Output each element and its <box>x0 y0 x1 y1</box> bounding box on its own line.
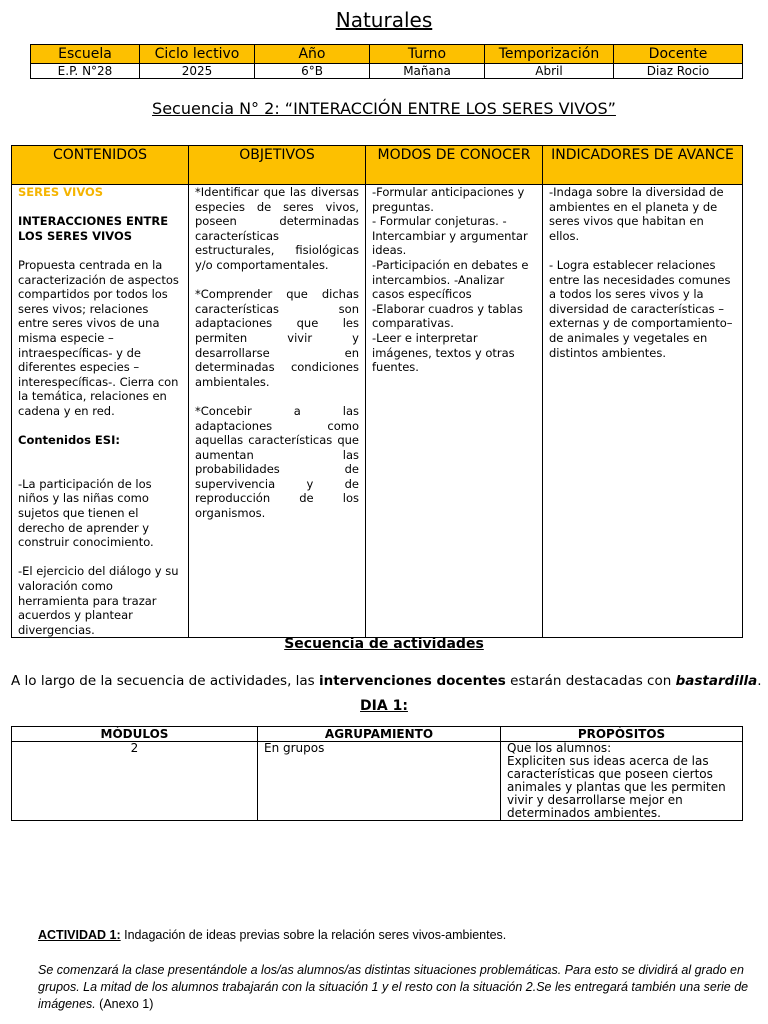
day-title: DIA 1: <box>360 698 408 714</box>
objetivos-cell <box>189 185 366 638</box>
sequence-title: Secuencia N° 2: “INTERACCIÓN ENTRE LOS SERES VIVOS” <box>152 99 616 118</box>
header-modos: MODOS DE CONOCER <box>366 146 543 185</box>
contenidos-esi-2: -El ejercicio del diálogo y su valoración como herramienta para trazar acuerdos y plantear divergencias. <box>18 564 179 637</box>
activity-label: ACTIVIDAD 1: <box>38 928 121 942</box>
intro-text <box>11 673 762 689</box>
propositos-cell <box>501 742 743 821</box>
info-header-turno: Turno <box>370 45 485 64</box>
header-objetivos: OBJETIVOS <box>189 146 366 185</box>
info-value-escuela: E.P. N°28 <box>31 64 140 79</box>
info-value-docente: Diaz Rocio <box>614 64 743 79</box>
page-title: Naturales <box>335 8 433 32</box>
intro-part2: estarán destacadas con <box>505 673 676 689</box>
agrupamiento-value: En grupos <box>258 742 501 821</box>
info-header-row <box>31 45 743 64</box>
activity-text: Indagación de ideas previas sobre la relación seres vivos-ambientes. <box>120 928 507 942</box>
intro-part1: A lo largo de la secuencia de actividades, las <box>11 673 320 689</box>
objetivo-1: *Identificar que las diversas especies de seres vivos, poseen determinadas características estructurales, fisiológicas y/o comportamentales. <box>195 185 359 272</box>
modos-cell <box>366 185 543 638</box>
intro-bold: intervenciones docentes <box>319 673 506 689</box>
modo-3: -Participación en debates e intercambios. -Analizar casos específicos <box>372 257 529 302</box>
objetivo-2: *Comprender que dichas características son adaptaciones que les permiten vivir y desarrollarse en determinadas condiciones ambientales. <box>195 287 359 389</box>
info-header-temporizacion: Temporización <box>485 45 614 64</box>
activity-annex: (Anexo 1) <box>95 997 154 1011</box>
header-modulos: MÓDULOS <box>12 727 258 742</box>
modo-1: -Formular anticipaciones y preguntas. <box>372 185 525 214</box>
info-value-turno: Mañana <box>370 64 485 79</box>
modules-table <box>11 726 743 821</box>
info-value-anio: 6°B <box>255 64 370 79</box>
propositos-intro: Que los alumnos: <box>507 741 612 755</box>
info-value-ciclo: 2025 <box>140 64 255 79</box>
contenidos-esi-title: Contenidos ESI: <box>18 433 120 448</box>
indicador-2: - Logra establecer relaciones entre las necesidades comunes a todos los seres vivos y la diversidad de características – externas y de comportamiento– de animales y vegetales en distintos ambientes. <box>549 257 733 360</box>
propositos-text: Expliciten sus ideas acerca de las características que poseen ciertos animales y plantas que les permiten vivir y desarrollarse mejor en determinados ambientes. <box>507 754 726 820</box>
activities-title: Secuencia de actividades <box>284 636 484 652</box>
objetivo-3: *Concebir a las adaptaciones como aquellas características que aumentan las probabilidades de supervivencia y de reproducción de los organismos. <box>195 403 359 521</box>
info-header-ciclo: Ciclo lectivo <box>140 45 255 64</box>
modo-2: - Formular conjeturas. -Intercambiar y argumentar ideas. <box>372 214 528 258</box>
info-table <box>30 44 743 79</box>
contenidos-body: Propuesta centrada en la caracterización de aspectos compartidos por todos los seres vivos; relaciones entre seres vivos de una misma especie –intraespecíficas- y de diferentes especies –interespecíficas-. Cierra con la temática, relaciones en cadena y en red. <box>18 257 179 418</box>
activity-description-text: Se comenzará la clase presentándole a los/as alumnos/as distintas situaciones problemáticas. Para esto se dividirá al grado en grupos. La mitad de los alumnos trabajarán con la situación 1 y el resto con la situación 2.Se les entregará también una serie de imágenes. <box>38 963 749 1011</box>
contenidos-subtitle: INTERACCIONES ENTRE LOS SERES VIVOS <box>18 214 169 243</box>
intro-bolditalic: bastardilla <box>675 673 758 689</box>
contenidos-topic: SERES VIVOS <box>18 185 104 199</box>
modulos-value: 2 <box>12 742 258 821</box>
planning-body-row <box>12 185 743 638</box>
planning-header-row <box>12 146 743 185</box>
indicadores-cell <box>543 185 743 638</box>
contenidos-esi-1: -La participación de los niños y las niñas como sujetos que tienen el derecho de aprender y construir conocimiento. <box>18 476 154 550</box>
activity-description <box>38 962 750 1013</box>
modo-4: -Elaborar cuadros y tablas comparativas. <box>372 301 523 331</box>
header-contenidos: CONTENIDOS <box>12 146 189 185</box>
header-agrupamiento: AGRUPAMIENTO <box>258 727 501 742</box>
header-indicadores: INDICADORES DE AVANCE <box>543 146 743 185</box>
planning-table <box>11 145 743 638</box>
indicador-1: -Indaga sobre la diversidad de ambientes en el planeta y de seres vivos que habitan en ellos. <box>549 185 724 243</box>
modules-header-row <box>12 727 743 742</box>
modules-body-row <box>12 742 743 821</box>
contenidos-cell <box>12 185 189 638</box>
header-propositos: PROPÓSITOS <box>501 727 743 742</box>
intro-part3: . <box>757 673 762 689</box>
info-value-temporizacion: Abril <box>485 64 614 79</box>
info-header-escuela: Escuela <box>31 45 140 64</box>
info-header-docente: Docente <box>614 45 743 64</box>
activity-heading <box>38 928 506 942</box>
modo-5: -Leer e interpretar imágenes, textos y otras fuentes. <box>372 330 515 375</box>
info-header-anio: Año <box>255 45 370 64</box>
info-value-row <box>31 64 743 79</box>
